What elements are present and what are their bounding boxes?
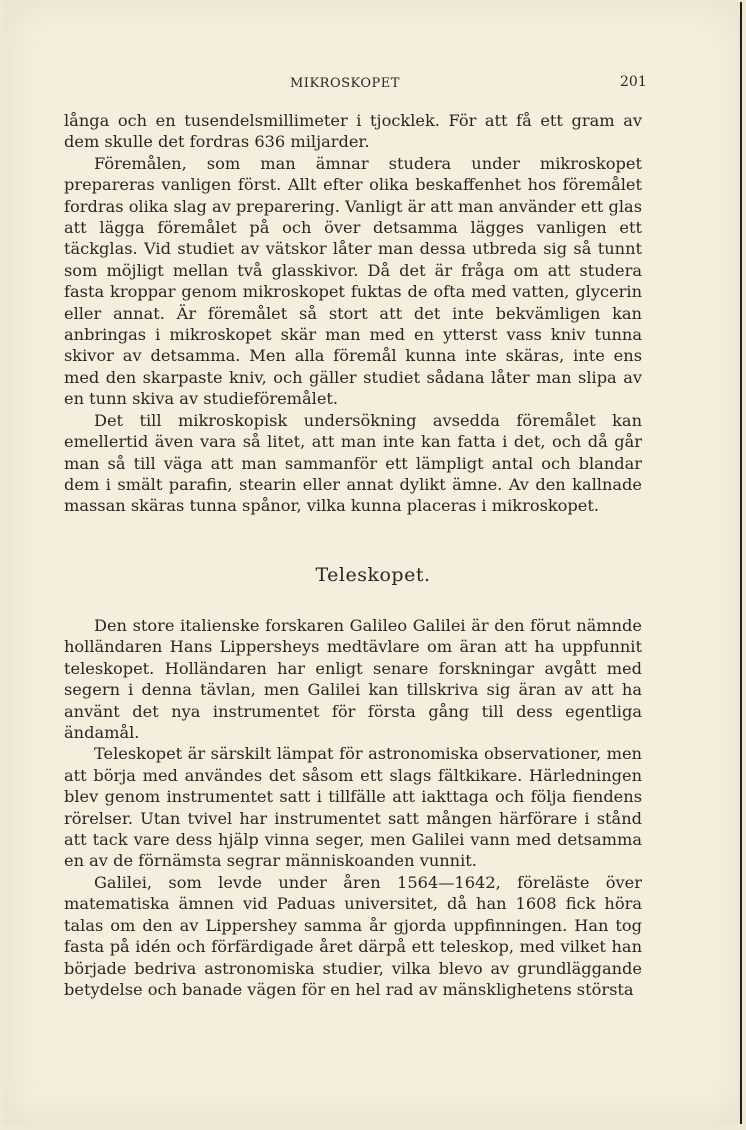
section-telescope-text [64, 615, 642, 1000]
paragraph: Teleskopet är särskilt lämpat för astronomiska observationer, men att börja med användes det såsom ett slags fältkikare. Härledningen blev genom instrumentet satt i tillfälle att iakttaga och följa fiendens rörelser. Utan tvivel har instrumentet satt mången härförare i stånd att tack vare dess hjälp vinna seger, men Galilei vann med detsamma en av de förnämsta segrar människoanden vunnit. [64, 744, 642, 871]
paragraph: Galilei, som levde under åren 1564—1642, föreläste över matematiska ämnen vid Paduas universitet, då han 1608 fick höra talas om den av Lippershey samma år gjorda uppfinningen. Han tog fasta på idén och förfärdigade året därpå ett teleskop, med vilket han började bedriva astronomiska studier, vilka blevo av grundläggande betydelse och banade vägen för en hel rad av mänsklighetens största [64, 872, 642, 999]
running-title: MIKROSKOPET [290, 76, 400, 91]
book-page [4, 2, 742, 1124]
paragraph: långa och en tusendelsmillimeter i tjocklek. För att få ett gram av dem skulle det fordras 636 miljarder. [64, 111, 642, 152]
section-microscope-text [64, 110, 642, 517]
paragraph: Det till mikroskopisk undersökning avsedda föremålet kan emellertid även vara så litet, att man inte kan fatta i det, och då går man så till väga att man sammanför ett lämpligt antal och blandar dem i smält parafin, stearin eller annat dylikt ämne. Av den kallnade massan skäras tunna spånor, vilka kunna placeras i mikroskopet. [64, 410, 642, 516]
page-number: 201 [620, 74, 647, 90]
paragraph: Föremålen, som man ämnar studera under mikroskopet prepareras vanligen först. Allt efter olika beskaffenhet hos föremålet fordras olika slag av preparering. Vanligt är att man använder ett glas att lägga föremålet på och över detsamma lägges vanligen ett täckglas. Vid studiet av vätskor låter man dessa utbreda sig så tunnt som möjligt mellan två glasskivor. Då det är fråga om att studera fasta kroppar genom mikroskopet fuktas de ofta med vatten, glycerin eller annat. Är föremålet så stort att det inte bekvämligen kan anbringas i mikroskopet skär man med en ytterst vass kniv tunna skivor av detsamma. Men alla föremål kunna inte skäras, inte ens med den skarpaste kniv, och gäller studiet sådana låter man slipa av en tunn skiva av studieföremålet. [64, 153, 642, 409]
page-edge-shadow [740, 2, 742, 1124]
section-heading: Teleskopet. [315, 564, 431, 586]
paragraph: Den store italienske forskaren Galileo Galilei är den förut nämnde holländaren Hans Lippersheys medtävlare om äran att ha uppfunnit teleskopet. Holländaren har enligt senare forskningar avgått med segern i denna tävlan, men Galilei kan tillskriva sig äran av att ha använt det nya instrumentet för första gång till dess egentliga ändamål. [64, 616, 642, 743]
page-header [4, 74, 742, 96]
